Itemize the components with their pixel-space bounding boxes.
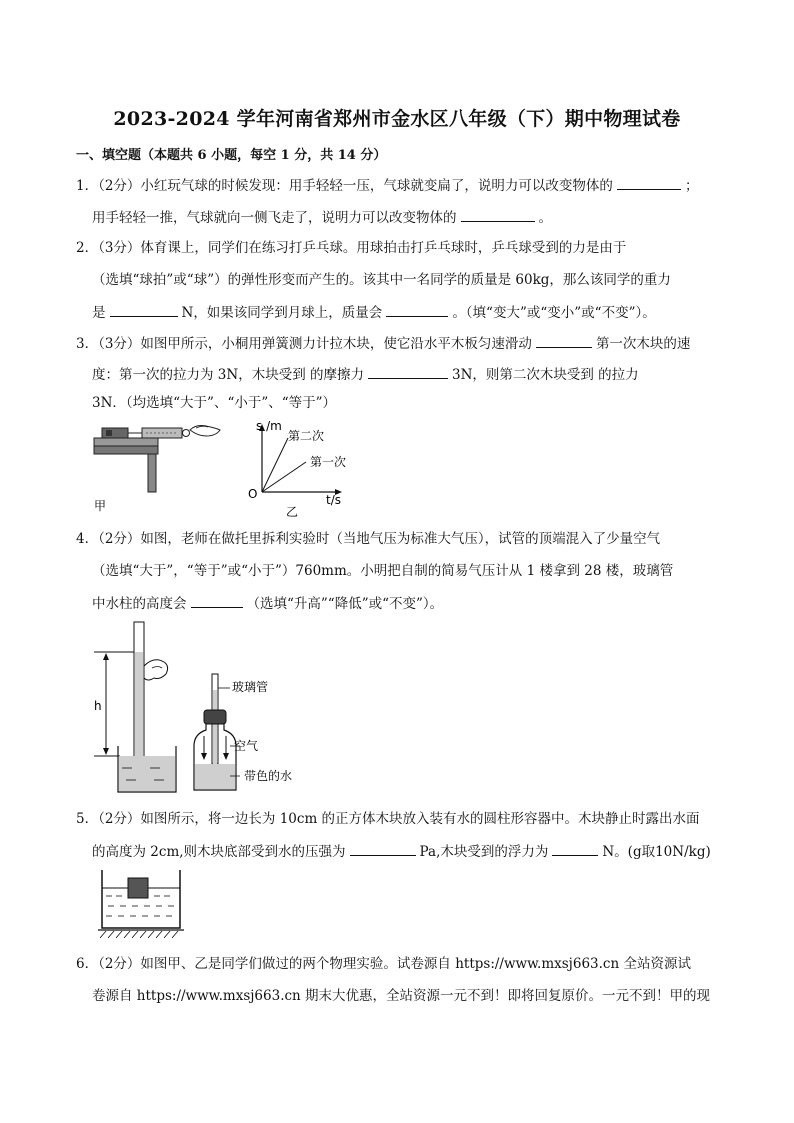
q2-line-2: （选填“球拍”或“球”）的弹性形变而产生的。该其中一名同学的质量是 60kg，那么该同学的重力 — [92, 272, 671, 288]
q1-text-1b: ； — [684, 178, 699, 194]
q6-line-2: 卷源自 https://www.mxsj663.cn 期末大优惠，全站资源一元不到！即将回复原价。一元不到！甲的现 — [92, 988, 711, 1004]
q5-text-2b: Pa,木块受到的浮力为 — [419, 844, 549, 860]
q5-blank-2[interactable] — [552, 841, 598, 856]
label-colored-water: 带色的水 — [244, 769, 293, 783]
q3-blank-1[interactable] — [536, 333, 592, 348]
q3-yi-label: 乙 — [286, 505, 299, 519]
q3-line-3: 3N．（均选填“大于”、“小于”、“等于”） — [92, 395, 337, 411]
exam-title: 2023-2024 学年河南省郑州市金水区八年级（下）期中物理试卷 — [113, 108, 681, 130]
q5-text-2a: 的高度为 2cm,则木块底部受到水的压强为 — [92, 844, 346, 860]
q3-blank-2[interactable] — [368, 364, 448, 379]
q3-line-1 — [76, 333, 690, 353]
q2-line-1: 2．（3分）体育课上，同学们在练习打乒乓球。用球拍击打乒乓球时，乒乓球受到的力是由于 — [76, 240, 627, 256]
section-heading: 一、填空题（本题共 6 小题，每空 1 分，共 14 分） — [76, 148, 387, 163]
q2-blank-2[interactable] — [386, 302, 448, 317]
q1-text-2b: 。 — [538, 210, 552, 226]
graph-y-label: s /m — [256, 419, 282, 433]
line-second — [262, 438, 288, 492]
q2-line-3 — [92, 302, 656, 322]
q4-text-3b: （选填“升高”“降低”或“不变”）。 — [246, 596, 444, 612]
q3-figure-jia — [88, 420, 238, 520]
q4-text-3a: 中水柱的高度会 — [92, 596, 187, 612]
q1-line-2 — [92, 207, 552, 227]
q3-text-1a: 3．（3分）如图甲所示，小桐用弹簧测力计拉木块，使它沿水平木板匀速滑动 — [76, 336, 532, 352]
q5-line-1: 5．（2分）如图所示，将一边长为 10cm 的正方体木块放入装有水的圆柱形容器中。木块静止时露出水面 — [76, 811, 700, 827]
graph-first-label: 第一次 — [310, 455, 347, 469]
q6-line-1: 6．（2分）如图甲、乙是同学们做过的两个物理实验。试卷源自 https://www.mxsj663.cn 全站资源试 — [76, 956, 691, 972]
label-h: h — [94, 699, 102, 713]
q4-line-3 — [92, 593, 443, 613]
q1-text-2: 用手轻轻一推，气球就向一侧飞走了，说明力可以改变物体的 — [92, 210, 457, 226]
q2-text-3b: N，如果该同学到月球上，质量会 — [181, 305, 383, 321]
q1-blank-1[interactable] — [617, 175, 681, 190]
graph-x-label: t/s — [326, 493, 341, 507]
q5-figure-container — [96, 866, 192, 942]
q2-blank-1[interactable] — [110, 302, 178, 317]
q5-text-2c: N。(g取10N/kg) — [602, 844, 711, 860]
q3-text-1b: 第一次木块的速 — [595, 336, 691, 352]
graph-origin-label: O — [248, 487, 258, 501]
q3-jia-label: 甲 — [94, 499, 107, 513]
q2-text-3a: 是 — [92, 305, 106, 321]
q4-line-2: （选填“大于”，“等于”或“小于”）760mm。小明把自制的简易气压计从 1 楼拿到 28 楼，玻璃管 — [92, 563, 674, 579]
q4-line-1: 4．（2分）如图，老师在做托里拆利实验时（当地气压为标准大气压），试管的顶端混入了少量空气 — [76, 531, 661, 547]
label-air: 空气 — [234, 739, 259, 753]
q5-blank-1[interactable] — [350, 841, 416, 856]
q4-blank-1[interactable] — [191, 593, 243, 608]
q3-figure-yi — [240, 418, 370, 522]
q3-text-2a: 度：第一次的拉力为 3N，木块受到 的摩擦力 — [92, 367, 364, 383]
q5-line-2 — [92, 841, 711, 861]
q3-text-2b: 3N，则第二次木块受到 的拉力 — [451, 367, 639, 383]
q3-line-2 — [92, 364, 639, 384]
q1-text-1: 1．（2分）小红玩气球的时候发现：用手轻轻一压，气球就变扁了，说明力可以改变物体的 — [76, 178, 613, 194]
q4-figure-barometer — [186, 670, 306, 794]
label-glass-tube: 玻璃管 — [232, 680, 269, 694]
q1-line-1 — [76, 175, 698, 195]
q1-blank-2[interactable] — [461, 207, 535, 222]
graph-second-label: 第二次 — [288, 429, 325, 443]
q2-text-3c: 。（填“变大”或“变小”或“不变”）。 — [452, 305, 656, 321]
line-first — [262, 462, 306, 492]
